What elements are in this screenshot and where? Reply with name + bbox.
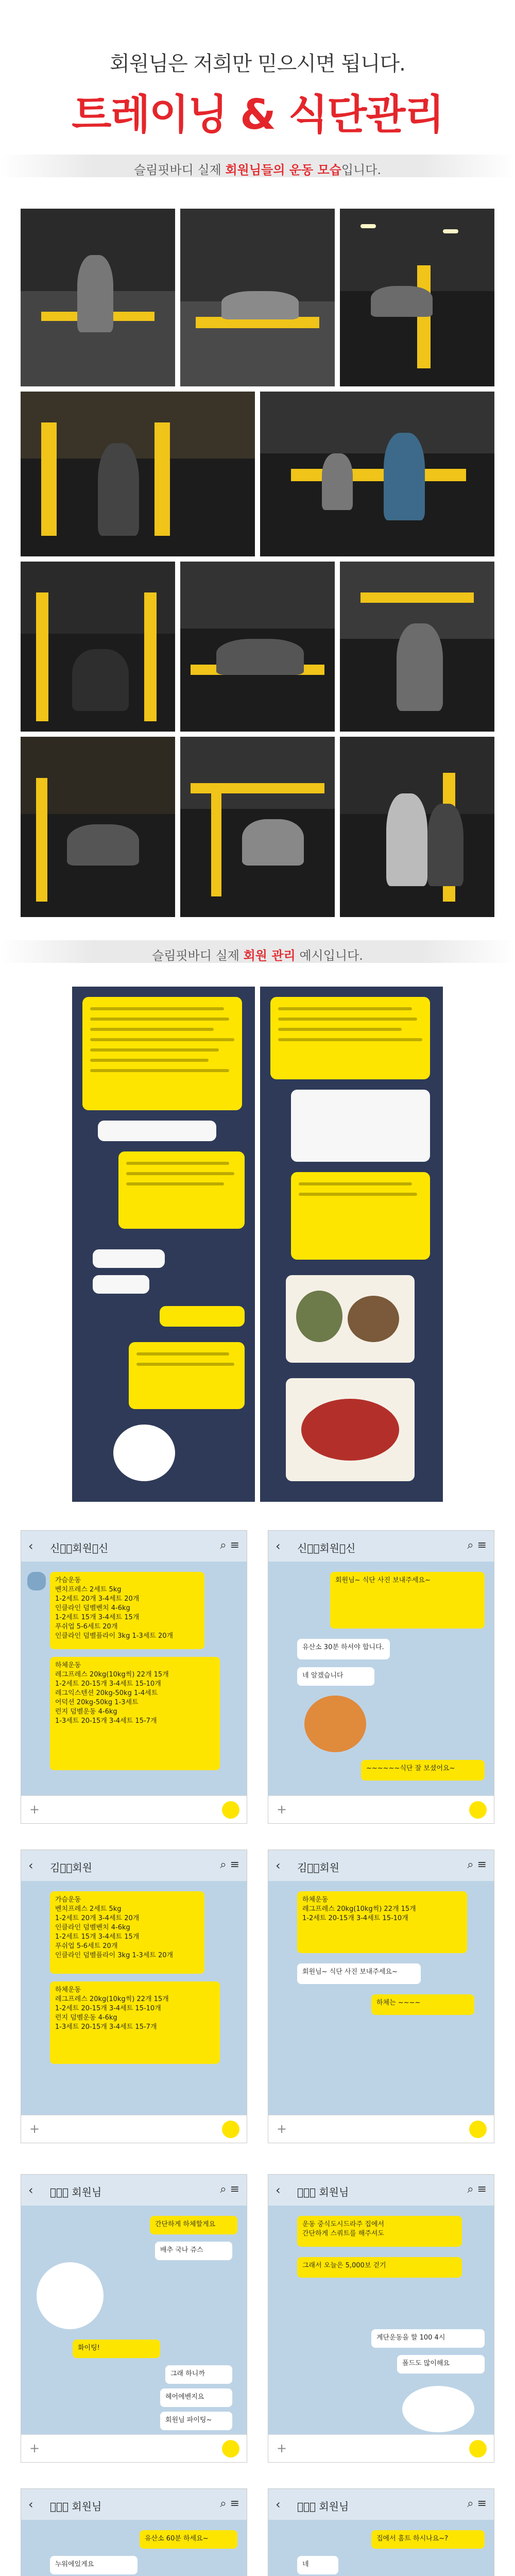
chat-title: 신  회원 신	[297, 1542, 356, 1554]
chat-title: 신  회원 신	[50, 1542, 109, 1554]
chat-phone-3	[21, 1850, 247, 2143]
chat-phone-4	[268, 1850, 494, 2143]
send-button[interactable]	[469, 2121, 487, 2138]
chat-message: 회원님~ 식단 사진 보내주세요~	[297, 1963, 421, 1984]
search-menu-icon[interactable]: ⌕ ≡	[220, 1539, 239, 1552]
sticker-icon	[37, 2262, 104, 2329]
back-icon[interactable]: ‹	[276, 1539, 281, 1553]
chat-message: 가슴운동 벤치프레스 2세트 5kg 1-2세트 20개 3-4세트 20개 인클라인 덤벨벤치 4-6kg 1-2세트 15개 3-4세트 15개 푸쉬업 5-6세트 20개 인클라인 덤벨플라이 3kg 1-3세트 20개	[50, 1572, 204, 1649]
training-photo	[180, 562, 335, 732]
chat-message: ~~~~~~식단 잘 보셨어요~	[361, 1760, 485, 1781]
chat-phone-5	[21, 2174, 247, 2463]
search-menu-icon[interactable]: ⌕ ≡	[467, 1539, 487, 1552]
photos-caption	[0, 160, 515, 178]
chat-title: 김  회원	[297, 1861, 339, 1874]
back-icon[interactable]: ‹	[276, 2183, 281, 2197]
chat-caption	[0, 945, 515, 963]
chat-message: 집에서 홈트 하시나요~?	[371, 2530, 485, 2549]
search-menu-icon[interactable]: ⌕ ≡	[220, 2497, 239, 2510]
sticker-icon	[304, 1696, 366, 1752]
training-photo	[340, 562, 494, 732]
plus-icon[interactable]: +	[29, 1802, 40, 1817]
training-photo	[340, 209, 494, 386]
training-photo	[21, 737, 175, 917]
chat-title:     회원님	[50, 2186, 102, 2198]
plus-icon[interactable]: +	[277, 1802, 287, 1817]
send-button[interactable]	[469, 1801, 487, 1819]
chat-caption-band	[0, 940, 515, 963]
chat-message: 유산소 60분 하세요~	[140, 2530, 237, 2549]
chat-message: 화이팅!	[73, 2340, 160, 2358]
chat-message: 회원님~ 식단 사진 보내주세요~	[330, 1572, 485, 1629]
chat-message: 하체운동 레그프레스 20kg(10kg씩) 22개 15개 1-2세트 20-15개 3-4세트 15-10개 레그익스텐션 20kg-50kg 1-4세트 어덕션 20kg-50kg 1-3세트 런지 덤벨운동 4-6kg 1-3세트 20-15개 3-4세트 15-7개	[50, 1657, 220, 1770]
chat-message: 폴드도 많이해요	[397, 2355, 485, 2374]
chat-title:     회원님	[297, 2186, 349, 2198]
plus-icon[interactable]: +	[29, 2441, 40, 2455]
chat-message: 계단운동을 할 100 4시	[371, 2329, 485, 2348]
avatar	[27, 1572, 46, 1590]
training-photo-grid	[21, 209, 494, 917]
search-menu-icon[interactable]: ⌕ ≡	[467, 2183, 487, 2196]
plus-icon[interactable]: +	[277, 2441, 287, 2455]
chat-phone-6	[268, 2174, 494, 2463]
plus-icon[interactable]: +	[277, 2122, 287, 2136]
training-photo	[180, 737, 335, 917]
chat-message: 하체운동 레그프레스 20kg(10kg씩) 22개 15개 1-2세트 20-15개 3-4세트 15-10개 런지 덤벨운동 4-6kg 1-3세트 20-15개 3-4세트 15-7개	[50, 1981, 220, 2064]
caption-highlight: 회원 관리	[243, 948, 296, 963]
search-menu-icon[interactable]: ⌕ ≡	[220, 1858, 239, 1871]
hero-subtitle: 회원님은 저희만 믿으시면 됩니다.	[110, 52, 405, 76]
hero-title: 트레이닝 & 식단관리	[72, 91, 443, 139]
sticker-icon	[113, 1425, 175, 1481]
food-photo	[296, 1291, 342, 1342]
chat-message: 그래 하니까	[165, 2365, 232, 2384]
caption-text: 슬림핏바디 실제	[152, 948, 244, 963]
send-button[interactable]	[222, 1801, 239, 1819]
training-photo	[21, 209, 175, 386]
chat-message: 네 알겠습니다	[297, 1667, 374, 1686]
training-photo	[260, 392, 494, 556]
chat-title:     회원님	[50, 2500, 102, 2513]
training-photo	[21, 562, 175, 732]
chat-message: 유산소 30분 하셔야 합니다.	[297, 1639, 390, 1659]
chat-title: 김  회원	[50, 1861, 92, 1874]
chat-message: 네	[297, 2556, 338, 2574]
back-icon[interactable]: ‹	[28, 2497, 33, 2512]
chat-message: 하체는 ~~~~	[371, 1994, 474, 2015]
chat-message: 가슴운동 벤치프레스 2세트 5kg 1-2세트 20개 3-4세트 20개 인클라인 덤벨벤치 4-6kg 1-2세트 15개 3-4세트 15개 푸쉬업 5-6세트 20개 인클라인 덤벨플라이 3kg 1-3세트 20개	[50, 1891, 204, 1974]
chat-message: 배추 국나 쥬스	[155, 2242, 232, 2260]
training-photo	[180, 209, 335, 386]
food-photo	[348, 1296, 399, 1342]
chat-message: 하체운동 레그프레스 20kg(10kg씩) 22개 15개 1-2세트 20-15개 3-4세트 15-10개	[297, 1891, 467, 1953]
chat-phone-8	[268, 2488, 494, 2576]
training-photo	[21, 392, 255, 556]
back-icon[interactable]: ‹	[28, 1858, 33, 1873]
caption-text: 슬림핏바디 실제	[133, 163, 226, 177]
photos-caption-band	[0, 155, 515, 177]
chat-message: 간단하게 하체할게요	[150, 2216, 237, 2234]
chat-message: 그래서 오늘은 5,000보 걷기	[297, 2257, 462, 2278]
food-photo	[301, 1399, 399, 1461]
chat-message: 헤어에벤지요	[160, 2388, 232, 2407]
search-menu-icon[interactable]: ⌕ ≡	[467, 2497, 487, 2510]
chat-message: 회원님 파이팅~	[160, 2412, 232, 2430]
back-icon[interactable]: ‹	[28, 1539, 33, 1553]
chat-phone-7	[21, 2488, 247, 2576]
chat-screenshot-dark	[260, 987, 443, 1502]
chat-title:     회원님	[297, 2500, 349, 2513]
chat-phone-1	[21, 1530, 247, 1824]
plus-icon[interactable]: +	[29, 2122, 40, 2136]
back-icon[interactable]: ‹	[28, 2183, 33, 2197]
search-menu-icon[interactable]: ⌕ ≡	[467, 1858, 487, 1871]
send-button[interactable]	[222, 2440, 239, 2458]
caption-text: 예시입니다.	[295, 948, 363, 963]
sticker-icon	[402, 2386, 474, 2432]
chat-message: 운동 중식도시드라주 집에서 간단하게 스쿼트를 해주셔도	[297, 2216, 462, 2247]
caption-text: 입니다.	[341, 163, 382, 177]
chat-message: 누워에있게요	[50, 2556, 138, 2574]
send-button[interactable]	[469, 2440, 487, 2458]
training-photo	[340, 737, 494, 917]
back-icon[interactable]: ‹	[276, 2497, 281, 2512]
caption-highlight: 회원님들의 운동 모습	[225, 163, 341, 177]
chat-phone-2	[268, 1530, 494, 1824]
chat-screenshot-dark	[72, 987, 255, 1502]
back-icon[interactable]: ‹	[276, 1858, 281, 1873]
search-menu-icon[interactable]: ⌕ ≡	[220, 2183, 239, 2196]
send-button[interactable]	[222, 2121, 239, 2138]
